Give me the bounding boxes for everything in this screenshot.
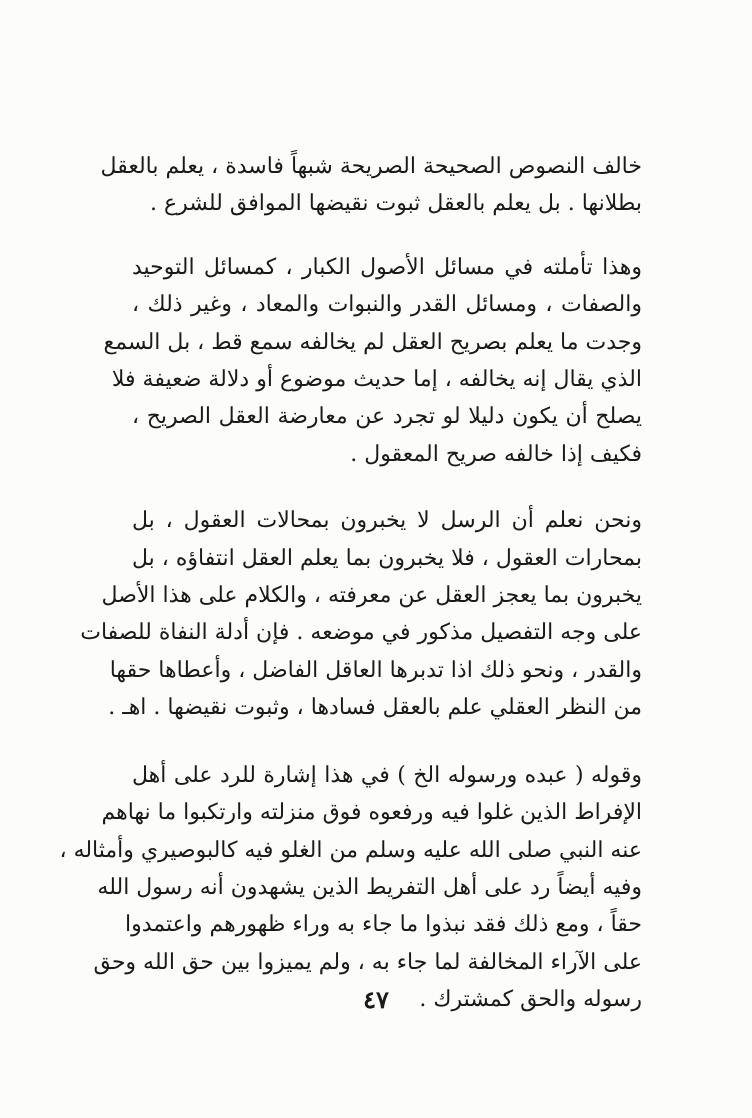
text-line: خالف النصوص الصحيحة الصريحة شبهاً فاسدة ، يعلم بالعقل	[100, 154, 642, 179]
text-line: وقوله ( عبده ورسوله الخ ) في هذا إشارة للرد على أهل	[132, 762, 642, 788]
text-line: الذي يقال إنه يخالفه ، إما حديث موضوع أو دلالة ضعيفة فلا	[111, 367, 642, 393]
page-number: ٤٧	[363, 985, 389, 1014]
paragraph-2	[103, 249, 642, 473]
text-line: رسوله والحق كمشترك .	[419, 987, 642, 1013]
text-line: حقاً ، ومع ذلك فقد نبذوا ما جاء به وراء ظهورهم واعتمدوا	[125, 912, 642, 938]
text-line: عنه النبي صلى الله عليه وسلم من الغلو فيه كالبوصيري وأمثاله ،	[59, 837, 642, 863]
text-line: يصلح أن يكون دليلا لو تجرد عن معارضة العقل الصريح ،	[132, 404, 642, 430]
text-line: الإفراط الذين غلوا فيه ورفعوه فوق منزلته وارتكبوا ما نهاهم	[101, 800, 642, 826]
text-line: وفيه أيضاً رد على أهل التفريط الذين يشهدون أنه رسول الله	[97, 874, 642, 900]
text-line: يخبرون بما يعجز العقل عن معرفته ، والكلام على هذا الأصل	[101, 583, 642, 609]
text-line: بطلانها . بل يعلم بالعقل ثبوت نقيضها الموافق للشرع .	[150, 191, 642, 217]
text-line: وهذا تأملته في مسائل الأصول الكبار ، كمسائل التوحيد	[132, 254, 642, 280]
text-line: والقدر ، ونحو ذلك اذا تدبرها العاقل الفاضل ، وأعطاها حقها	[109, 657, 642, 683]
paragraph-3	[80, 502, 642, 726]
text-line: على وجه التفصيل مذكور في موضعه . فإن أدلة النفاة للصفات	[80, 620, 642, 646]
text-line: من النظر العقلي علم بالعقل فسادها ، وثبوت نقيضها . اهـ .	[108, 695, 642, 721]
text-line: فكيف إذا خالفه صريح المعقول .	[350, 441, 642, 467]
text-line: على الآراء المخالفة لما جاء به ، ولم يميزوا بين حق الله وحق	[93, 949, 642, 975]
page-body-text	[59, 148, 642, 1019]
text-line: والصفات ، ومسائل القدر والنبوات والمعاد ، وغير ذلك ،	[132, 292, 642, 318]
paragraph-4	[59, 757, 642, 1019]
text-line: وجدت ما يعلم بصريح العقل لم يخالفه سمع قط ، بل السمع	[103, 329, 642, 355]
text-line: ونحن نعلم أن الرسل لا يخبرون بمحالات العقول ، بل	[132, 508, 642, 534]
paragraph-1	[100, 148, 642, 223]
text-line: بمحارات العقول ، فلا يخبرون بما يعلم العقل انتفاؤه ، بل	[132, 545, 642, 571]
